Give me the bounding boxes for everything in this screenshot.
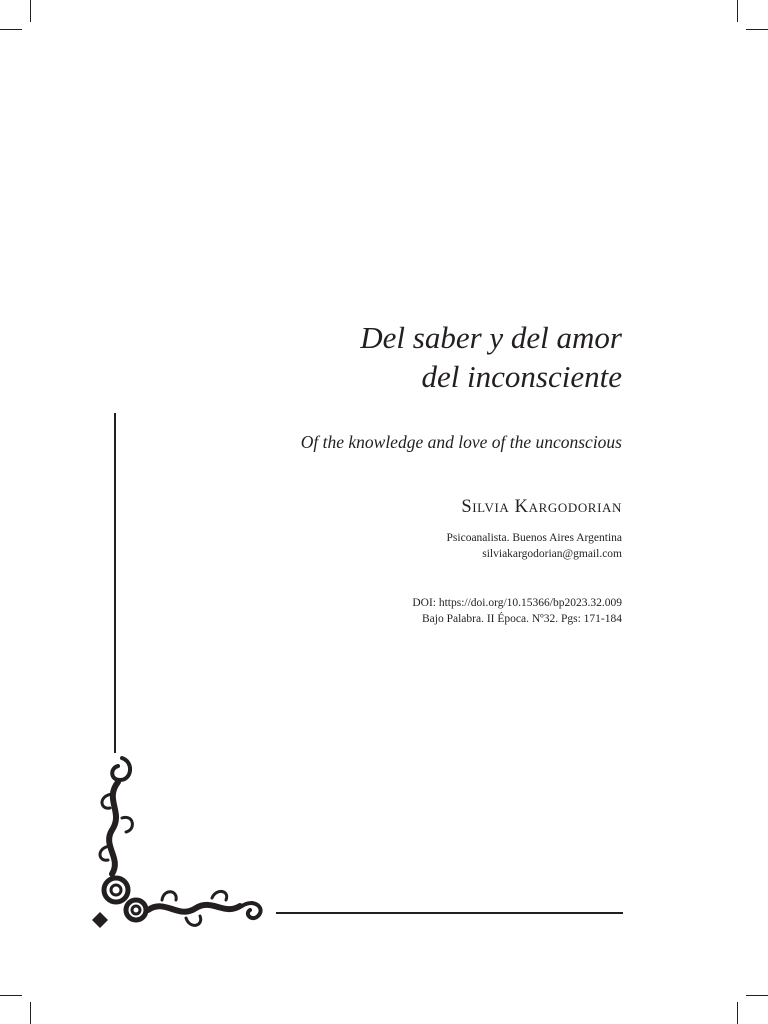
article-subtitle: Of the knowledge and love of the unconscious — [300, 432, 622, 452]
crop-mark-top-left — [0, 29, 22, 30]
crop-mark-bottom-right — [746, 995, 768, 996]
crop-mark-bottom-left — [30, 1002, 31, 1024]
crop-mark-top-right — [737, 0, 738, 22]
citation: Bajo Palabra. II Época. Nº32. Pgs: 171-184 — [422, 613, 622, 625]
crop-mark-top-left — [30, 0, 31, 22]
article-title — [360, 318, 622, 396]
crop-mark-bottom-right — [737, 1002, 738, 1024]
title-line-2: del inconsciente — [421, 359, 622, 394]
author-affiliation: Psicoanalista. Buenos Aires Argentina — [446, 532, 622, 544]
title-line-1: Del saber y del amor — [360, 320, 622, 355]
flourish-ornament-icon — [82, 750, 272, 940]
author-name: Silvia Kargodorian — [461, 497, 622, 517]
vertical-rule — [114, 413, 116, 753]
doi-link[interactable]: DOI: https://doi.org/10.15366/bp2023.32.009 — [412, 597, 622, 609]
publication-details — [412, 595, 622, 627]
crop-mark-top-right — [746, 29, 768, 30]
author-details — [447, 530, 622, 562]
crop-mark-bottom-left — [0, 995, 22, 996]
horizontal-rule — [276, 912, 623, 914]
author-email: silviakargodorian@gmail.com — [482, 548, 622, 560]
